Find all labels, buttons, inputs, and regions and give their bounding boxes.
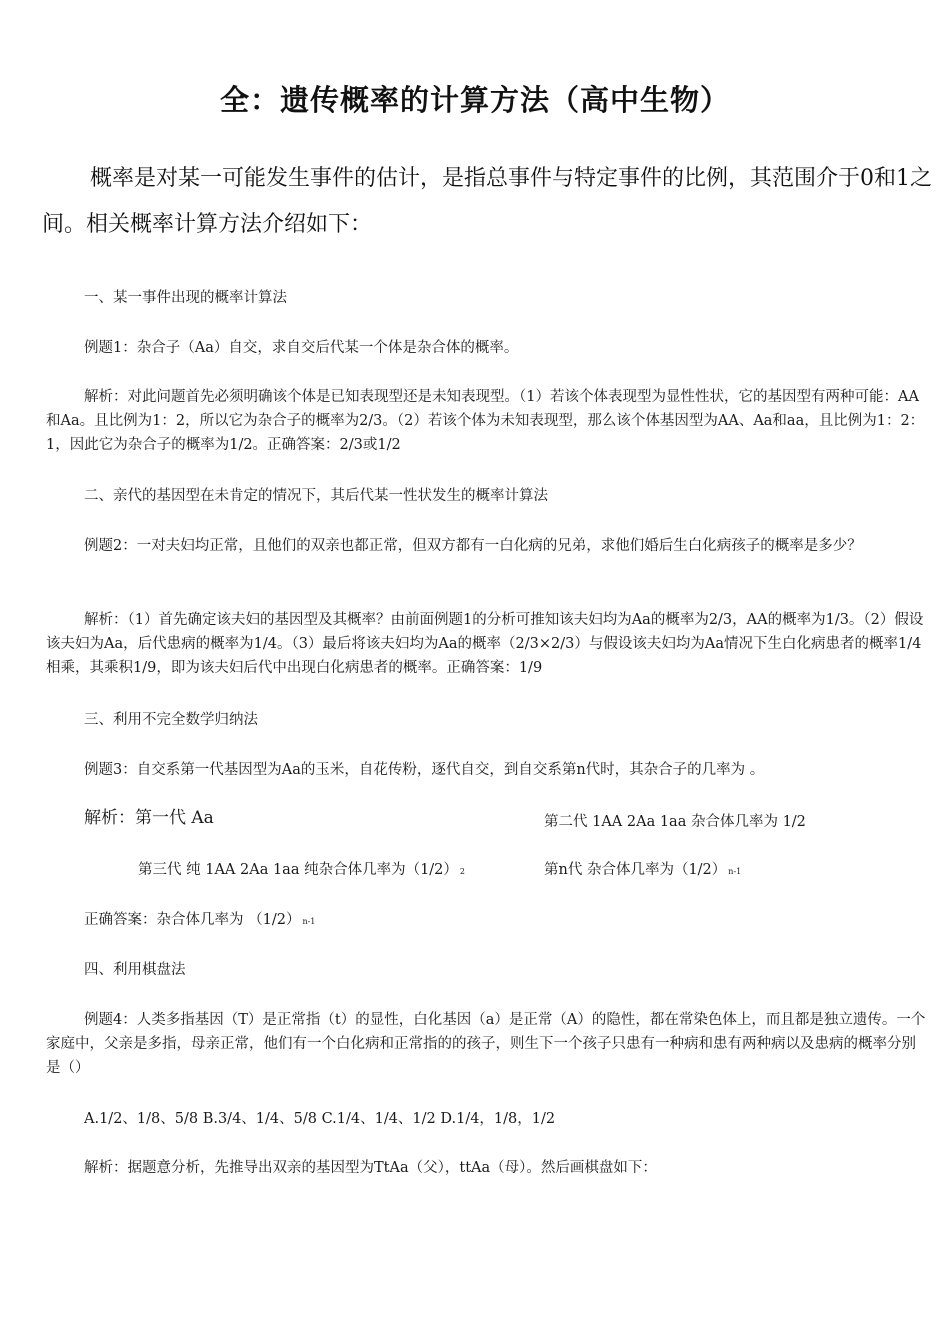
section-3-heading: 三、利用不完全数学归纳法	[84, 712, 258, 728]
section-3-answer-exponent: n-1	[302, 917, 316, 926]
section-4-example: 例题4：人类多指基因（T）是正常指（t）的显性，白化基因（a）是正常（A）的隐性，都在常染色体上，而且都是独立遗传。一个家庭中，父亲是多指，母亲正常，他们有一个白化病和正常指的的孩子，则生下一个孩子只患有一种病和患有两种病以及患病的概率分别是（）	[46, 1012, 926, 1076]
section-3-answer-text: 正确答案：杂合体几率为 （1/2）	[84, 912, 301, 928]
section-2-heading: 二、亲代的基因型在未肯定的情况下，其后代某一性状发生的概率计算法	[84, 488, 548, 504]
page-title: 全：遗传概率的计算方法（高中生物）	[219, 83, 730, 117]
generation-2-line: 第二代 1AA 2Aa 1aa 杂合体几率为 1/2	[544, 814, 806, 830]
intro-paragraph: 概率是对某一可能发生事件的估计，是指总事件与特定事件的比例，其范围介于0和1之间。相关概率计算方法介绍如下：	[42, 166, 932, 237]
section-2-analysis: 解析：（1）首先确定该夫妇的基因型及其概率？由前面例题1的分析可推知该夫妇均为Aa的概率为2/3，AA的概率为1/3。（2）假设该夫妇为Aa，后代患病的概率为1/4。（3）最后将该夫妇均为Aa的概率（2/3×2/3）与假设该夫妇均为Aa情况下生白化病患者的概率1/4相乘，其乘积1/9，即为该夫妇后代中出现白化病患者的概率。正确答案：1/9	[46, 612, 924, 676]
generation-1-line: 解析：第一代 Aa	[84, 808, 214, 828]
section-3-answer	[84, 908, 315, 932]
section-1-example: 例题1：杂合子（Aa）自交，求自交后代某一个体是杂合体的概率。	[84, 340, 519, 356]
generation-n-text: 第n代 杂合体几率为（1/2）	[544, 862, 727, 878]
section-2-example: 例题2：一对夫妇均正常，且他们的双亲也都正常，但双方都有一白化病的兄弟，求他们婚后生白化病孩子的概率是多少？	[84, 538, 862, 554]
section-4-heading: 四、利用棋盘法	[84, 962, 186, 978]
generation-3-exponent: 2	[459, 867, 465, 876]
generation-3-text: 第三代 纯 1AA 2Aa 1aa 纯杂合体几率为（1/2）	[138, 862, 458, 878]
section-1-heading: 一、某一事件出现的概率计算法	[84, 290, 287, 306]
section-1-analysis: 解析：对此问题首先必须明确该个体是已知表现型还是未知表现型。（1）若该个体表现型为显性性状，它的基因型有两种可能：AA和Aa。且比例为1：2，所以它为杂合子的概率为2/3。（2）若该个体为未知表现型，那么该个体基因型为AA、Aa和aa，且比例为1：2：1，因此它为杂合子的概率为1/2。正确答案：2/3或1/2	[46, 389, 925, 453]
generation-n-line	[544, 858, 741, 882]
generation-3-line	[138, 858, 465, 882]
section-4-analysis: 解析：据题意分析，先推导出双亲的基因型为TtAa（父），ttAa（母）。然后画棋盘如下：	[84, 1160, 657, 1176]
generation-n-exponent: n-1	[728, 867, 742, 876]
section-4-options: A.1/2、1/8、5/8 B.3/4、1/4、5/8 C.1/4、1/4、1/2 D.1/4，1/8，1/2	[84, 1111, 556, 1127]
section-3-example: 例题3：自交系第一代基因型为Aa的玉米，自花传粉，逐代自交，到自交系第n代时，其杂合子的几率为 。	[84, 762, 765, 778]
